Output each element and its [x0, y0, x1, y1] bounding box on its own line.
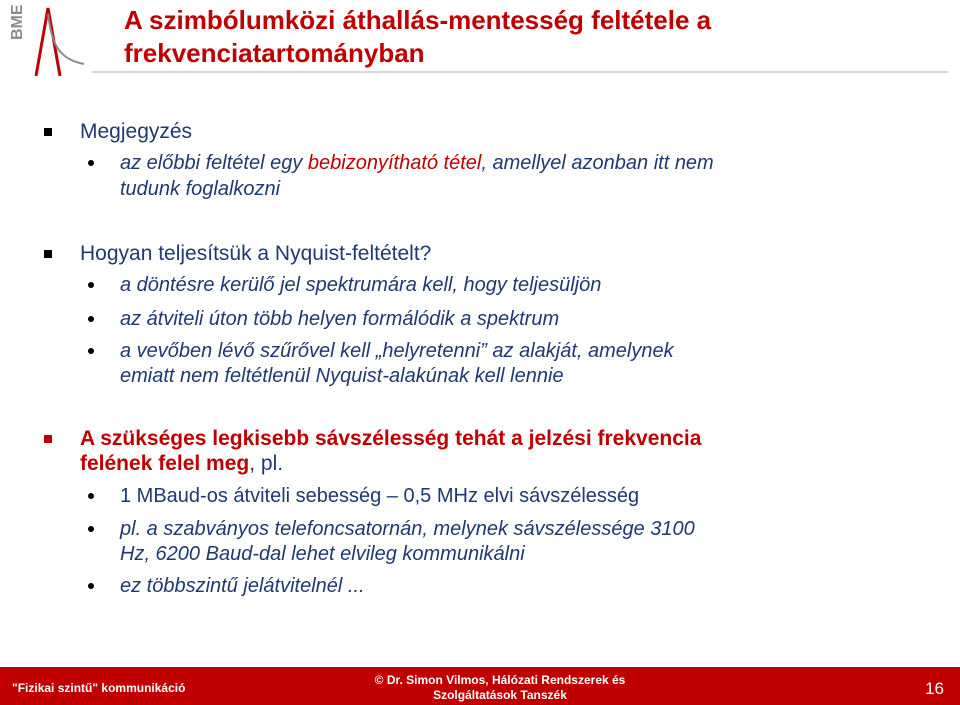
round-bullet-icon	[88, 348, 94, 354]
bullet-text: Hogyan teljesítsük a Nyquist-feltételt?	[80, 242, 432, 265]
bme-logo	[8, 4, 88, 78]
square-bullet-icon	[44, 435, 52, 443]
sub-bullet-text: ez többszintű jelátvitelnél ...	[120, 575, 365, 597]
footer-copyright-line-1: © Dr. Simon Vilmos, Hálózati Rendszerek és	[374, 673, 626, 687]
round-bullet-icon	[88, 493, 94, 499]
footer-copyright-line-2: Szolgáltatások Tanszék	[433, 688, 567, 702]
bullet-text: A szükséges legkisebb sávszélesség tehát a jelzési frekvencia	[80, 427, 702, 450]
square-bullet-icon	[44, 250, 52, 258]
sub-bullet-text: a döntésre kerülő jel spektrumára kell, hogy teljesüljön	[120, 274, 602, 296]
sub-bullet-text: a vevőben lévő szűrővel kell „helyretenni” az alakját, amelynek	[120, 340, 674, 362]
logo-text: BME	[9, 4, 26, 40]
round-bullet-icon	[88, 583, 94, 589]
footer-course-title: "Fizikai szintű" kommunikáció	[12, 681, 186, 695]
sub-bullet-text: tudunk foglalkozni	[120, 178, 281, 200]
footer-copyright	[360, 673, 640, 703]
square-bullet-icon	[44, 128, 52, 136]
sub-bullet-text: emiatt nem feltétlenül Nyquist-alakúnak kell lennie	[120, 365, 564, 387]
sub-bullet-text: 1 MBaud-os átviteli sebesség – 0,5 MHz elvi sávszélesség	[120, 485, 640, 507]
round-bullet-icon	[88, 316, 94, 322]
sub-bullet-text: pl. a szabványos telefoncsatornán, melynek sávszélessége 3100	[120, 518, 695, 540]
round-bullet-icon	[88, 160, 94, 166]
slide-title: A szimbólumközi áthallás-mentesség feltétele a frekvenciatartományban	[124, 5, 712, 68]
sub-bullet-text: az átviteli úton több helyen formálódik a spektrum	[120, 308, 560, 330]
sub-bullet-text: Hz, 6200 Baud-dal lehet elvileg kommunikálni	[120, 543, 525, 565]
round-bullet-icon	[88, 282, 94, 288]
bullet-text: felének felel meg, pl.	[80, 452, 284, 475]
footer-bar	[0, 667, 960, 705]
title-divider	[92, 71, 948, 73]
sub-bullet-text: az előbbi feltétel egy bebizonyítható tétel, amellyel azonban itt nem	[120, 152, 714, 174]
bullet-text: Megjegyzés	[80, 120, 193, 143]
round-bullet-icon	[88, 526, 94, 532]
page-number: 16	[925, 679, 944, 698]
